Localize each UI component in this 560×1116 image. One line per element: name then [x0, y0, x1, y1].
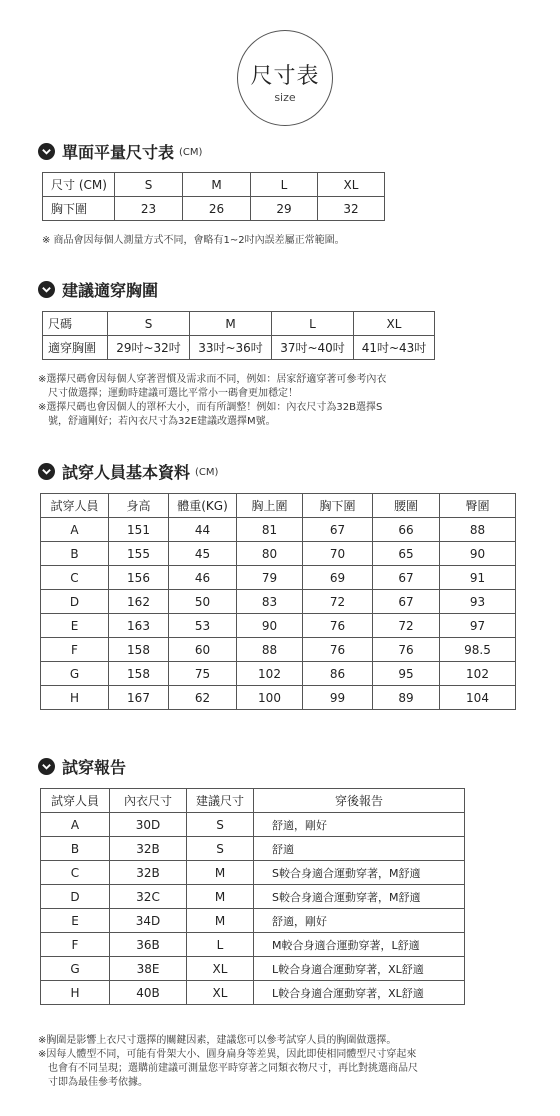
page-title: 尺寸表	[250, 64, 320, 89]
table-cell: 40B	[110, 981, 187, 1005]
table-cell: 67	[303, 518, 373, 542]
note-line: 寸即為最佳參考依據。	[48, 1077, 148, 1088]
table-header-row	[43, 312, 435, 336]
table-cell: 66	[373, 518, 440, 542]
section-unit: (CM)	[195, 467, 219, 478]
table-cell: 舒適	[254, 837, 465, 861]
table-cell: 胸下圍	[43, 197, 115, 221]
table-cell: B	[41, 542, 109, 566]
table-row	[41, 837, 465, 861]
chevron-down-circle-icon	[38, 758, 55, 775]
table-row	[41, 957, 465, 981]
table-cell: 腰圍	[373, 494, 440, 518]
table-cell: H	[41, 981, 110, 1005]
table-cell: S較合身適合運動穿著，M舒適	[254, 861, 465, 885]
table-cell: 75	[169, 662, 237, 686]
table-cell: 91	[440, 566, 516, 590]
table-cell: S較合身適合運動穿著，M舒適	[254, 885, 465, 909]
table-cell: E	[41, 614, 109, 638]
section-title: 建議適穿胸圍	[62, 280, 159, 300]
table-cell: 80	[237, 542, 303, 566]
table-cell: 29	[251, 197, 318, 221]
table-cell: 適穿胸圍	[43, 336, 108, 360]
note-line: 也會有不同呈現；選購前建議可測量您平時穿著之同類衣物尺寸，再比對挑選商品尺	[48, 1063, 418, 1074]
table-row	[41, 662, 516, 686]
table-cell: 53	[169, 614, 237, 638]
table-cell: L較合身適合運動穿著，XL舒適	[254, 957, 465, 981]
table-cell: 建議尺寸	[187, 789, 254, 813]
note-line: ※選擇尺碼也會因個人的罩杯大小，而有所調整！例如：內衣尺寸為32B選擇S	[38, 402, 383, 413]
table-cell: 30D	[110, 813, 187, 837]
table-cell: A	[41, 518, 109, 542]
table-cell: XL	[318, 173, 385, 197]
table-cell: 46	[169, 566, 237, 590]
table-cell: 舒適，剛好	[254, 813, 465, 837]
table-cell: H	[41, 686, 109, 710]
table-cell: 33吋~36吋	[190, 336, 272, 360]
table-cell: 62	[169, 686, 237, 710]
chevron-down-circle-icon	[38, 143, 55, 160]
table-cell: 38E	[110, 957, 187, 981]
table-cell: 臀圍	[440, 494, 516, 518]
section-title: 試穿報告	[62, 757, 127, 777]
fitting-report-table	[40, 788, 465, 1005]
table-cell: D	[41, 885, 110, 909]
table-cell: 72	[373, 614, 440, 638]
section-fitting-report-heading	[38, 755, 126, 777]
section4-notes	[38, 1034, 418, 1090]
table-cell: 100	[237, 686, 303, 710]
table-row	[41, 638, 516, 662]
table-row	[41, 885, 465, 909]
tester-info-table	[40, 493, 516, 710]
section2-notes	[38, 373, 386, 429]
table-cell: S	[115, 173, 183, 197]
table-header-row	[41, 789, 465, 813]
table-cell: D	[41, 590, 109, 614]
table-cell: 試穿人員	[41, 494, 109, 518]
section-recommended-chest-heading	[38, 278, 158, 300]
table-cell: 尺寸 (CM)	[43, 173, 115, 197]
table-cell: 身高	[109, 494, 169, 518]
table-cell: 26	[183, 197, 251, 221]
table-row	[41, 909, 465, 933]
table-cell: 32B	[110, 861, 187, 885]
table-cell: 72	[303, 590, 373, 614]
table-cell: B	[41, 837, 110, 861]
table-cell: 34D	[110, 909, 187, 933]
table-row	[41, 981, 465, 1005]
table-row	[43, 336, 435, 360]
table-row	[41, 933, 465, 957]
table-cell: M	[183, 173, 251, 197]
section1-note: ※ 商品會因每個人測量方式不同，會略有1~2吋內誤差屬正常範圍。	[42, 235, 345, 246]
note-line: 尺寸做選擇；運動時建議可選比平常小一碼會更加穩定！	[48, 388, 298, 399]
table-cell: 70	[303, 542, 373, 566]
table-cell: S	[108, 312, 190, 336]
table-cell: 穿後報告	[254, 789, 465, 813]
table-cell: 65	[373, 542, 440, 566]
table-cell: XL	[187, 981, 254, 1005]
table-cell: 163	[109, 614, 169, 638]
table-cell: 102	[440, 662, 516, 686]
table-cell: 102	[237, 662, 303, 686]
table-cell: M	[187, 861, 254, 885]
table-row	[41, 686, 516, 710]
table-cell: 162	[109, 590, 169, 614]
table-cell: 167	[109, 686, 169, 710]
size-title-badge	[237, 30, 333, 126]
table-cell: 155	[109, 542, 169, 566]
table-cell: M	[190, 312, 272, 336]
table-row	[41, 590, 516, 614]
table-cell: F	[41, 933, 110, 957]
table-cell: M較合身適合運動穿著，L舒適	[254, 933, 465, 957]
table-cell: 158	[109, 638, 169, 662]
table-row	[41, 861, 465, 885]
table-cell: A	[41, 813, 110, 837]
table-cell: 37吋~40吋	[272, 336, 354, 360]
table-cell: L較合身適合運動穿著，XL舒適	[254, 981, 465, 1005]
table-row	[41, 614, 516, 638]
table-cell: 79	[237, 566, 303, 590]
table-cell: L	[251, 173, 318, 197]
table-cell: L	[272, 312, 354, 336]
flat-measure-table	[42, 172, 385, 221]
table-cell: S	[187, 813, 254, 837]
table-cell: 156	[109, 566, 169, 590]
table-cell: 89	[373, 686, 440, 710]
table-cell: C	[41, 861, 110, 885]
table-row	[41, 518, 516, 542]
chevron-down-circle-icon	[38, 463, 55, 480]
chevron-down-circle-icon	[38, 281, 55, 298]
table-cell: 60	[169, 638, 237, 662]
table-cell: 32	[318, 197, 385, 221]
table-cell: 151	[109, 518, 169, 542]
table-cell: 67	[373, 566, 440, 590]
table-cell: 90	[237, 614, 303, 638]
table-cell: G	[41, 662, 109, 686]
table-cell: 76	[373, 638, 440, 662]
table-cell: 76	[303, 638, 373, 662]
table-cell: 97	[440, 614, 516, 638]
table-row	[43, 197, 385, 221]
table-cell: M	[187, 909, 254, 933]
table-cell: XL	[354, 312, 435, 336]
table-cell: 95	[373, 662, 440, 686]
table-cell: 99	[303, 686, 373, 710]
table-cell: XL	[187, 957, 254, 981]
table-cell: S	[187, 837, 254, 861]
table-cell: 50	[169, 590, 237, 614]
table-cell: 體重(KG)	[169, 494, 237, 518]
table-header-row	[43, 173, 385, 197]
table-cell: 內衣尺寸	[110, 789, 187, 813]
table-cell: L	[187, 933, 254, 957]
table-cell: 88	[237, 638, 303, 662]
table-cell: 尺碼	[43, 312, 108, 336]
table-cell: 76	[303, 614, 373, 638]
table-cell: 69	[303, 566, 373, 590]
page-subtitle: size	[274, 91, 296, 104]
table-cell: 90	[440, 542, 516, 566]
recommended-chest-table	[42, 311, 435, 360]
table-header-row	[41, 494, 516, 518]
table-cell: 41吋~43吋	[354, 336, 435, 360]
table-cell: 104	[440, 686, 516, 710]
table-cell: 44	[169, 518, 237, 542]
table-cell: 23	[115, 197, 183, 221]
note-line: ※胸圍是影響上衣尺寸選擇的關鍵因素，建議您可以參考試穿人員的胸圍做選擇。	[38, 1035, 397, 1046]
table-row	[41, 566, 516, 590]
table-cell: G	[41, 957, 110, 981]
table-cell: 88	[440, 518, 516, 542]
table-cell: 32C	[110, 885, 187, 909]
table-cell: M	[187, 885, 254, 909]
section-flat-measure-heading	[38, 140, 202, 162]
table-cell: 胸下圍	[303, 494, 373, 518]
table-cell: 98.5	[440, 638, 516, 662]
table-cell: F	[41, 638, 109, 662]
note-line: ※選擇尺碼會因每個人穿著習慣及需求而不同，例如：居家舒適穿著可參考內衣	[38, 374, 387, 385]
table-cell: 67	[373, 590, 440, 614]
table-cell: 32B	[110, 837, 187, 861]
section-tester-info-heading	[38, 460, 218, 482]
table-cell: 29吋~32吋	[108, 336, 190, 360]
section-unit: (CM)	[179, 147, 203, 158]
table-cell: 83	[237, 590, 303, 614]
table-row	[41, 542, 516, 566]
table-cell: 36B	[110, 933, 187, 957]
table-cell: E	[41, 909, 110, 933]
table-cell: 胸上圍	[237, 494, 303, 518]
note-line: 號，舒適剛好；若內衣尺寸為32E建議改選擇M號。	[48, 416, 276, 427]
table-cell: 93	[440, 590, 516, 614]
table-cell: 45	[169, 542, 237, 566]
note-line: ※因每人體型不同，可能有骨架大小、圓身扁身等差異，因此即使相同體型尺寸穿起來	[38, 1049, 417, 1060]
table-cell: 舒適，剛好	[254, 909, 465, 933]
section-title: 單面平量尺寸表	[62, 142, 175, 162]
section-title: 試穿人員基本資料	[62, 462, 191, 482]
table-cell: C	[41, 566, 109, 590]
table-cell: 81	[237, 518, 303, 542]
table-cell: 158	[109, 662, 169, 686]
table-cell: 86	[303, 662, 373, 686]
table-cell: 試穿人員	[41, 789, 110, 813]
table-row	[41, 813, 465, 837]
